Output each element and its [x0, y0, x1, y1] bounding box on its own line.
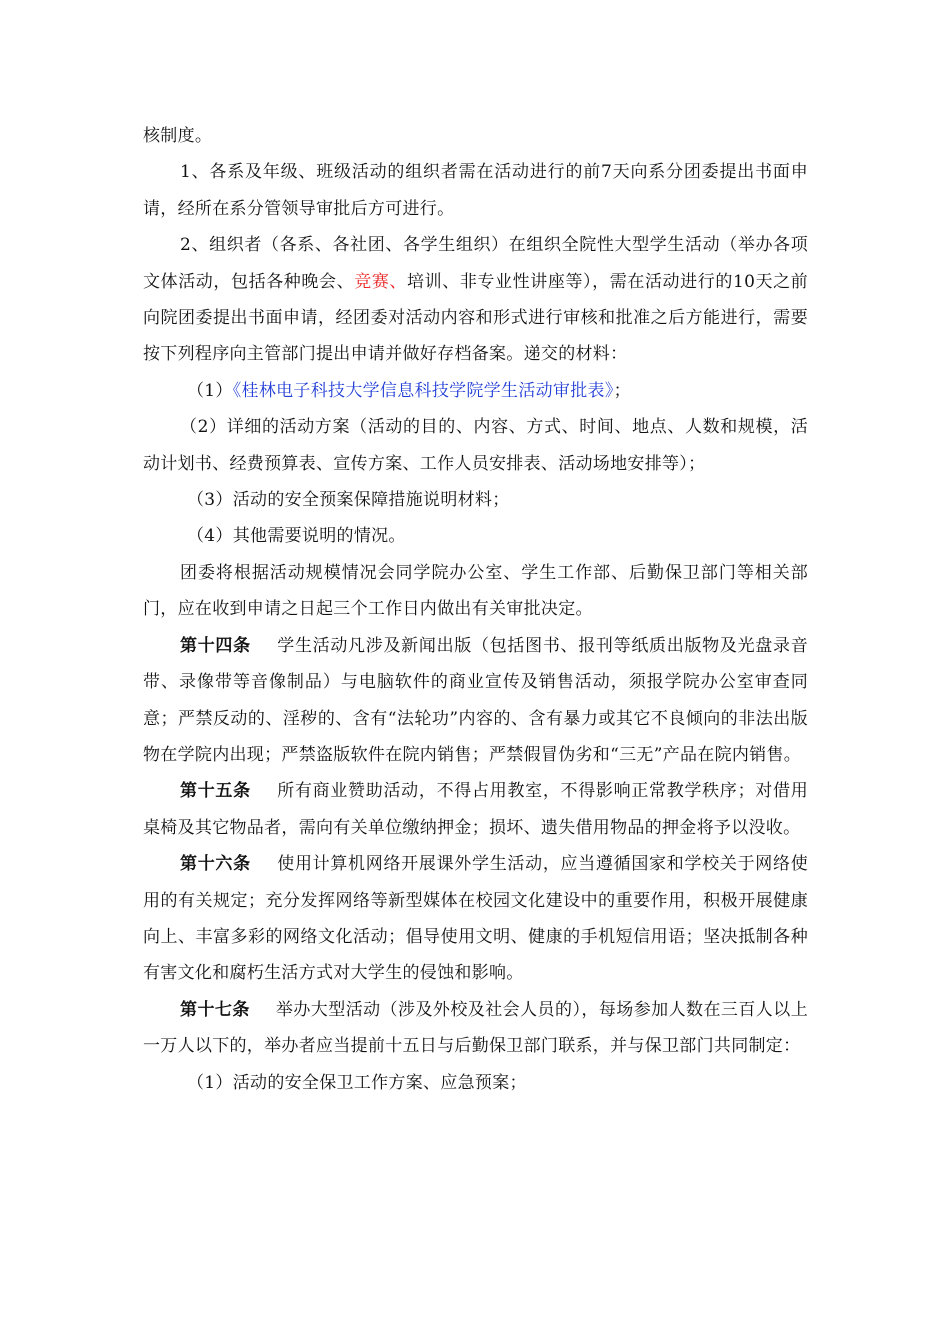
highlight-red-text: 竞赛、 [354, 271, 408, 292]
article-16-heading: 第十六条 [180, 854, 251, 875]
paragraph-2-text-a: 2、组织者（各系、各社团、各学生组织）在组织全院性大型学生活动（举办各项文体活动，包括各种晚会、 [143, 235, 808, 292]
article-14-heading: 第十四条 [180, 635, 251, 656]
paragraph-3: 团委将根据活动规模情况会同学院办公室、学生工作部、后勤保卫部门等相关部门，应在收到申请之日起三个工作日内做出有关审批决定。 [143, 562, 808, 620]
article-15 [143, 773, 808, 846]
article-14-body: 学生活动凡涉及新闻出版（包括图书、报刊等纸质出版物及光盘录音带、录像带等音像制品）与电脑软件的商业宣传及销售活动，须报学院办公室审查同意；严禁反动的、淫秽的、含有“法轮功”内容的、含有暴力或其它不良倾向的非法出版物在学院内出现；严禁盗版软件在院内销售；严禁假冒伪劣和“三无”产品在院内销售。 [143, 635, 809, 765]
article-15-heading: 第十五条 [180, 781, 251, 802]
article-17-heading: 第十七条 [180, 999, 250, 1020]
material-item-1-end: ； [613, 380, 631, 401]
material-item-4: （4）其他需要说明的情况。 [187, 526, 406, 547]
article-17-body: 举办大型活动（涉及外校及社会人员的），每场参加人数在三百人以上一万人以下的，举办者应当提前十五日与后勤保卫部门联系，并与保卫部门共同制定： [143, 999, 808, 1057]
article-14 [143, 628, 808, 774]
article-17 [143, 992, 808, 1065]
paragraph-continuation: 核制度。 [143, 126, 213, 146]
article-15-body: 所有商业赞助活动，不得占用教室，不得影响正常教学秩序；对借用桌椅及其它物品者，需向有关单位缴纳押金；损坏、遗失借用物品的押金将予以没收。 [143, 781, 809, 838]
article-16 [143, 846, 808, 992]
article-17-item-1: （1）活动的安全保卫工作方案、应急预案； [187, 1072, 527, 1093]
article-16-body: 使用计算机网络开展课外学生活动，应当遵循国家和学校关于网络使用的有关规定；充分发挥网络等新型媒体在校园文化建设中的重要作用，积极开展健康向上、丰富多彩的网络文化活动；倡导使用文明、健康的手机短信用语；坚决抵制各种有害文化和腐朽生活方式对大学生的侵蚀和影响。 [143, 854, 809, 984]
approval-form-link[interactable]: 《桂林电子科技大学信息科技学院学生活动审批表》 [232, 380, 614, 401]
paragraph-1: 1、各系及年级、班级活动的组织者需在活动进行的前7天向系分团委提出书面申请，经所在系分管领导审批后方可进行。 [143, 162, 808, 219]
material-item-1-number: （1） [187, 380, 233, 401]
material-item-1 [143, 373, 808, 409]
paragraph-2 [143, 227, 808, 373]
material-item-3: （3）活动的安全预案保障措施说明材料； [187, 490, 510, 511]
paragraph-2-text-b: 培训、非专业性讲座等），需在活动进行的10天之前向院团委提出书面申请，经团委对活动内容和形式进行审核和批准之后方能进行，需要按下列程序向主管部门提出申请并做好存档备案。递交的材料： [143, 271, 808, 365]
document-page [143, 118, 808, 1101]
material-item-2: （2）详细的活动方案（活动的目的、内容、方式、时间、地点、人数和规模，活动计划书、经费预算表、宣传方案、工作人员安排表、活动场地安排等）； [143, 417, 808, 474]
